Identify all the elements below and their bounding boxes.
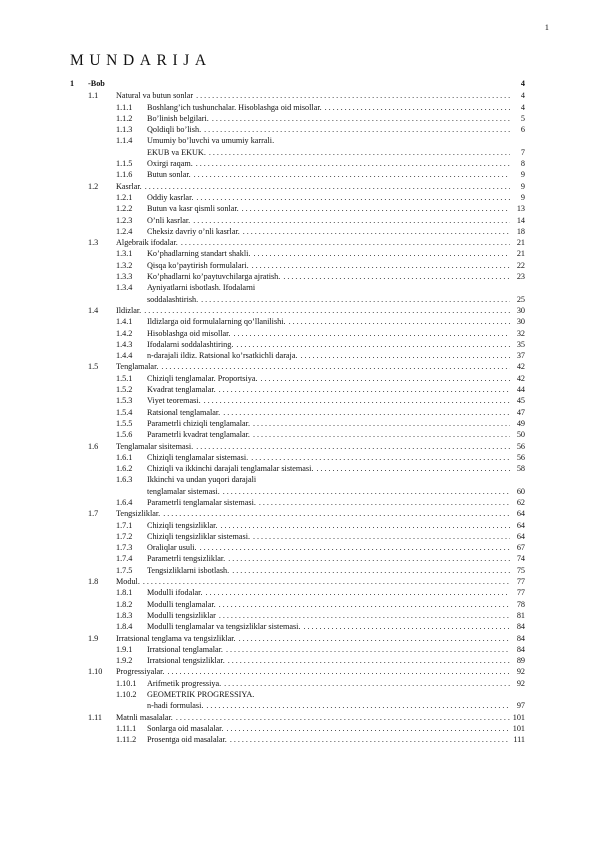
toc-entry[interactable] [70,260,525,271]
toc-entry-page: 45 [516,396,525,406]
toc-entry-number: 1.5 [88,362,99,372]
toc-entry-number: 1.1.2 [116,113,133,123]
toc-entry-number: 1.2.4 [116,226,133,236]
toc-dot-leader [239,633,510,644]
toc-entry[interactable] [70,599,525,610]
toc-dot-leader [196,192,510,203]
toc-entry-number: 1.6 [88,441,99,451]
toc-entry-page: 21 [516,238,525,248]
toc-entry-page: 8 [520,159,525,169]
toc-dot-leader [212,113,510,124]
toc-entry-title: Umumiy bo’luvchi va umumiy karrali. [147,136,275,146]
toc-entry-number: 1.7.3 [116,543,133,553]
toc-entry-page: 84 [516,622,525,632]
toc-entry-title: Irratsional tenglama va tengsizliklar. [116,633,236,643]
toc-entry-page: 111 [513,735,525,745]
toc-entry-number: 1.2.1 [116,192,133,202]
toc-entry-number: 1.1.5 [116,159,133,169]
toc-entry-number: 1.11 [88,712,103,722]
toc-dot-leader [226,723,509,734]
toc-entry-number: 1.8.3 [116,610,133,620]
toc-entry-number: 1.1.3 [116,125,133,135]
toc-dot-leader [301,350,510,361]
toc-entry-title: O’nli kasrlar. [147,215,191,225]
toc-entry-page: 5 [520,113,525,123]
toc-entry-number: 1.9.1 [116,644,133,654]
toc-entry-page: 7 [520,147,525,157]
toc-entry[interactable] [70,734,525,745]
toc-dot-leader [252,260,510,271]
toc-entry[interactable] [70,226,525,237]
toc-entry-title: Modulli tengsizliklar [147,610,216,620]
toc-dot-leader [228,655,510,666]
toc-entry-page: 67 [516,543,525,553]
toc-entry[interactable] [70,124,525,135]
toc-entry-page: 101 [512,723,525,733]
toc-entry-number: 1.5.6 [116,430,133,440]
toc-entry-page: 74 [516,554,525,564]
toc-entry-number: 1.7.2 [116,531,133,541]
toc-entry[interactable] [70,169,525,180]
toc-entry[interactable] [70,463,525,474]
toc-entry-page: 92 [516,678,525,688]
toc-entry-title: Qisqa ko’paytirish formulalari. [147,260,249,270]
toc-entry-title: Chiziqli tengsizliklar. [147,520,218,530]
toc-dot-leader [181,237,510,248]
toc-entry-number: 1.4.1 [116,317,133,327]
toc-entry-number: 1.8.2 [116,599,133,609]
toc-dot-leader [143,576,510,587]
toc-dot-leader [196,158,510,169]
toc-entry-number: 1.5.5 [116,418,133,428]
toc-dot-leader [224,678,510,689]
toc-entry-page: 84 [516,633,525,643]
toc-entry-page: 62 [516,497,525,507]
toc-entry-title: soddalashtirish. [147,294,199,304]
toc-entry-page: 35 [516,339,525,349]
toc-entry-number: 1.2.2 [116,204,133,214]
toc-entry-number: 1.7.1 [116,520,133,530]
toc-dot-leader [209,147,510,158]
toc-entry-number: 1.11.1 [116,723,137,733]
toc-entry-page: 64 [516,531,525,541]
toc-entry-title: Parametrli kvadrat tenglamalar. [147,430,250,440]
toc-entry-title: tenglamalar sistemasi. [147,486,220,496]
toc-entry-number: 1.4 [88,305,99,315]
toc-entry-title: Modul. [116,577,140,587]
toc-entry-page: 30 [516,305,525,315]
toc-entry[interactable] [70,531,525,542]
toc-entry-title: EKUB va EKUK. [147,147,206,157]
toc-dot-leader [221,520,511,531]
toc-entry-page: 9 [520,170,525,180]
toc-entry[interactable] [70,282,525,293]
toc-dot-leader [283,271,510,282]
toc-dot-leader [228,553,510,564]
toc-entry-number: 1.10.2 [116,690,137,700]
toc-entry-number: 1.5.3 [116,396,133,406]
toc-entry-page: 42 [516,373,525,383]
toc-dot-leader [144,305,510,316]
toc-entry-number: 1.7 [88,509,99,519]
toc-dot-leader [200,542,510,553]
toc-entry-page: 77 [516,577,525,587]
toc-entry-title: Tenglamalar sisitemasi. [116,441,194,451]
toc-entry-title: Ikkinchi va undan yuqori darajali [147,475,257,485]
toc-entry-number: 1.8.1 [116,588,133,598]
toc-entry-page: 9 [520,192,525,202]
toc-entry-title: Boshlang’ich tushunchalar. Hisoblashga oid misollar. [147,102,322,112]
toc-entry-number: 1.4.4 [116,351,133,361]
toc-entry-page: 13 [516,204,525,214]
toc-entry-number: 1.5.4 [116,407,133,417]
toc-entry-title: Kvadrat tenglamalar. [147,385,216,395]
toc-entry[interactable] [70,78,525,89]
toc-entry-page: 60 [516,486,525,496]
toc-dot-leader [204,395,510,406]
toc-dot-leader [194,169,510,180]
toc-entry-page: 30 [516,317,525,327]
toc-entry[interactable] [70,644,525,655]
toc-entry-title: Parametrli tenglamalar sistemasi. [147,497,256,507]
toc-entry[interactable] [70,497,525,508]
toc-dot-leader [219,599,510,610]
toc-dot-leader [259,497,510,508]
toc-entry-number: 1.3.4 [116,283,133,293]
toc-dot-leader [325,102,510,113]
toc-entry-number: 1.3 [88,238,99,248]
toc-dot-leader [242,203,510,214]
toc-entry-page: 64 [516,509,525,519]
toc-dot-leader [163,508,510,519]
toc-entry-page: 21 [516,249,525,259]
toc-entry-number: 1.9 [88,633,99,643]
toc-entry-page: 42 [516,362,525,372]
toc-entry-number: 1.4.2 [116,328,133,338]
toc-entry-title: Ifodalarni soddalashtiring. [147,339,234,349]
toc-entry-title: Chiziqli tenglamalar sistemasi. [147,452,249,462]
toc-entry[interactable] [70,712,525,723]
toc-dot-leader [233,328,510,339]
toc-dot-leader [251,452,510,463]
toc-dot-leader [253,429,510,440]
toc-entry-title: Ayniyatlarni isbotlash. Ifodalarni [147,283,256,293]
toc-entry-page: 84 [516,644,525,654]
toc-entry-title: Ko’phadlarni ko’paytuvchilarga ajratish. [147,272,281,282]
toc-entry-page: 58 [516,464,525,474]
toc-entry[interactable] [70,474,525,485]
toc-entry[interactable] [70,441,525,452]
toc-entry-number: 1.5.2 [116,385,133,395]
toc-entry-title: Chiziqli tenglamalar. Proportsiya. [147,373,258,383]
toc-entry-title: Bo’linish belgilari. [147,113,209,123]
toc-entry-title: Qoldiqli bo’lish. [147,125,202,135]
toc-entry[interactable] [70,723,525,734]
toc-entry-page: 4 [520,79,525,88]
toc-entry-number: 1.10 [88,667,103,677]
toc-entry[interactable] [70,678,525,689]
toc-entry-number: 1.6.1 [116,452,133,462]
toc-entry-title: Sonlarga oid masalalar. [147,723,224,733]
toc-entry-title: GEOMETRIK PROGRESSIYA. [147,690,255,700]
toc-entry-page: 32 [516,328,525,338]
toc-dot-leader [223,486,510,497]
toc-entry[interactable] [70,102,525,113]
toc-entry[interactable] [70,520,525,531]
toc-entry-page: 77 [516,588,525,598]
toc-entry-title: Oraliqlar usuli. [147,543,197,553]
toc-entry[interactable] [70,542,525,553]
toc-entry-title: Ildizlarga oid formulalarning qo’llanilishi. [147,317,286,327]
toc-entry-page: 101 [512,712,525,722]
toc-dot-leader [193,215,510,226]
toc-entry-page: 75 [516,565,525,575]
toc-entry-title: Cheksiz davriy o’nli kasrlar. [147,226,240,236]
toc-entry-number: 1.8 [88,577,99,587]
toc-dot-leader [243,226,510,237]
toc-entry-title: n-darajali ildiz. Ratsional ko’rsatkichli daraja. [147,351,298,361]
toc-entry[interactable] [70,429,525,440]
toc-entry-number: 1.4.3 [116,339,133,349]
toc-dot-leader [303,621,510,632]
toc-entry[interactable] [70,215,525,226]
toc-dot-leader [261,373,510,384]
toc-dot-leader [206,700,510,711]
toc-entry-page: 50 [516,430,525,440]
toc-entry-title: Oddiy kasrlar. [147,192,194,202]
toc-entry[interactable] [70,361,525,372]
toc-entry[interactable] [70,689,525,700]
toc-entry-page: 49 [516,418,525,428]
toc-entry[interactable] [70,328,525,339]
toc-entry-page: 4 [520,91,525,101]
toc-dot-leader [176,712,510,723]
toc-dot-leader [201,294,510,305]
toc-dot-leader [316,463,510,474]
toc-entry-number: 1.7.5 [116,565,133,575]
toc-entry-title: Modulli ifodalar. [147,588,203,598]
toc-entry-title: Tengsizliklarni isbotlash. [147,565,230,575]
toc-entry-title: Prosentga oid masalalar. [147,735,227,745]
toc-dot-leader [167,666,510,677]
toc-entry[interactable] [70,395,525,406]
toc-entry[interactable] [70,452,525,463]
toc-entry-title: Ratsional tenglamalar. [147,407,221,417]
toc-entry-number: 1.8.4 [116,622,133,632]
toc-entry[interactable] [70,621,525,632]
toc-entry-title: Algebraik ifodalar. [116,238,178,248]
toc-entry-page: 37 [516,351,525,361]
toc-entry-number: 1.1.6 [116,170,133,180]
toc-entry-page: 6 [520,125,525,135]
toc-entry-title: Butun va kasr qismli sonlar. [147,204,239,214]
toc-dot-leader [236,339,510,350]
toc-entry[interactable] [70,655,525,666]
toc-entry[interactable] [70,135,525,146]
toc-entry[interactable] [70,565,525,576]
toc-entry-title: Chiziqli tengsizliklar sistemasi. [147,531,251,541]
toc-entry-title: -Bob [88,79,105,88]
toc-dot-leader [289,316,510,327]
toc-entry[interactable] [70,90,525,101]
toc-entry-number: 1.6.3 [116,475,133,485]
page-number: 1 [544,22,549,32]
toc-entry-number: 1.1 [88,91,99,101]
toc-entry-title: Irratsional tengsizliklar. [147,656,225,666]
toc-entry-number: 1.2 [88,181,99,191]
toc-entry-number: 1.11.2 [116,735,137,745]
toc-entry-page: 9 [520,181,525,191]
toc-entry-title: Butun sonlar. [147,170,191,180]
toc-dot-leader [253,531,510,542]
toc-entry[interactable] [70,248,525,259]
toc-entry-page: 56 [516,441,525,451]
toc-dot-leader [161,361,510,372]
toc-dot-leader [196,90,510,101]
toc-entry[interactable] [70,271,525,282]
toc-entry[interactable] [70,147,525,158]
toc-entry-page: 18 [516,226,525,236]
page-title: MUNDARIJA [70,52,212,69]
toc-entry-title: Modulli tenglamalar va tengsizliklar sistemasi. [147,622,301,632]
toc-dot-leader [226,644,510,655]
toc-entry-number: 1.9.2 [116,656,133,666]
toc-entry-number: 1.6.2 [116,464,133,474]
toc-dot-leader [232,565,510,576]
toc-entry-page: 89 [516,656,525,666]
toc-entry[interactable] [70,294,525,305]
toc-entry-page: 23 [516,272,525,282]
toc-dot-leader [206,587,511,598]
toc-entry[interactable] [70,418,525,429]
toc-entry[interactable] [70,666,525,677]
toc-entry-title: Natural va butun sonlar [116,91,194,101]
toc-entry-number: 1.1.4 [116,136,133,146]
toc-entry[interactable] [70,339,525,350]
toc-dot-leader [230,734,510,745]
toc-dot-leader [223,407,510,418]
toc-entry-title: Parametrli tengsizliklar. [147,554,226,564]
toc-entry-page: 64 [516,520,525,530]
toc-entry[interactable] [70,181,525,192]
toc-dot-leader [219,610,510,621]
toc-entry-title: Tenglamalar. [116,362,159,372]
toc-dot-leader [253,418,510,429]
toc-entry-number: 1.5.1 [116,373,133,383]
toc-entry-title: Kasrlar. [116,181,142,191]
toc-entry-title: Viyet teoremasi. [147,396,201,406]
toc-dot-leader [145,181,510,192]
toc-entry-title: Modulli tenglamalar. [147,599,216,609]
toc-entry-page: 56 [516,452,525,462]
toc-dot-leader [219,384,510,395]
toc-entry[interactable] [70,508,525,519]
toc-entry-title: Chiziqli va ikkinchi darajali tenglamalar sistemasi. [147,464,314,474]
toc-entry-title: Hisoblashga oid misollar. [147,328,231,338]
toc-entry-title: Parametrli chiziqli tenglamalar. [147,418,250,428]
toc-entry-number: 1.10.1 [116,678,137,688]
table-of-contents [70,78,525,746]
toc-entry[interactable] [70,553,525,564]
toc-entry-number: 1 [70,79,75,88]
toc-entry-title: Progressiyalar. [116,667,165,677]
toc-entry[interactable] [70,192,525,203]
toc-entry-title: Arifmetik progressiya. [147,678,222,688]
toc-entry-title: Ko’phadlarning standart shakli. [147,249,251,259]
toc-entry[interactable] [70,305,525,316]
toc-entry[interactable] [70,384,525,395]
toc-entry-page: 92 [516,667,525,677]
toc-entry[interactable] [70,700,525,711]
toc-entry-page: 47 [516,407,525,417]
toc-dot-leader [196,441,510,452]
toc-dot-leader [253,248,510,259]
toc-entry[interactable] [70,610,525,621]
toc-entry-page: 22 [516,260,525,270]
toc-entry[interactable] [70,576,525,587]
toc-entry[interactable] [70,633,525,644]
toc-entry-page: 81 [516,610,525,620]
toc-entry-title: Oxirgi raqam. [147,159,193,169]
toc-entry-number: 1.2.3 [116,215,133,225]
toc-entry-number: 1.6.4 [116,497,133,507]
toc-entry-page: 4 [520,102,525,112]
toc-entry-page: 78 [516,599,525,609]
toc-entry-title: Ildizlar. [116,305,142,315]
toc-entry[interactable] [70,158,525,169]
toc-entry-number: 1.3.1 [116,249,133,259]
toc-entry-title: Tengsizliklar. [116,509,161,519]
toc-entry[interactable] [70,113,525,124]
toc-dot-leader [204,124,510,135]
toc-entry-number: 1.3.2 [116,260,133,270]
toc-entry[interactable] [70,237,525,248]
toc-entry[interactable] [70,350,525,361]
toc-entry[interactable] [70,407,525,418]
toc-entry[interactable] [70,373,525,384]
toc-entry-title: Matnli masalalar. [116,712,173,722]
toc-entry[interactable] [70,486,525,497]
toc-entry-number: 1.7.4 [116,554,133,564]
toc-entry-page: 14 [516,215,525,225]
toc-entry-page: 44 [516,385,525,395]
toc-entry-page: 25 [516,294,525,304]
toc-entry-page: 97 [516,701,525,711]
toc-entry-title: n-hadi formulasi. [147,701,204,711]
toc-entry-title: Irratsional tenglamalar. [147,644,223,654]
toc-entry[interactable] [70,587,525,598]
toc-entry-number: 1.1.1 [116,102,133,112]
toc-entry[interactable] [70,203,525,214]
toc-entry-number: 1.3.3 [116,272,133,282]
toc-entry[interactable] [70,316,525,327]
